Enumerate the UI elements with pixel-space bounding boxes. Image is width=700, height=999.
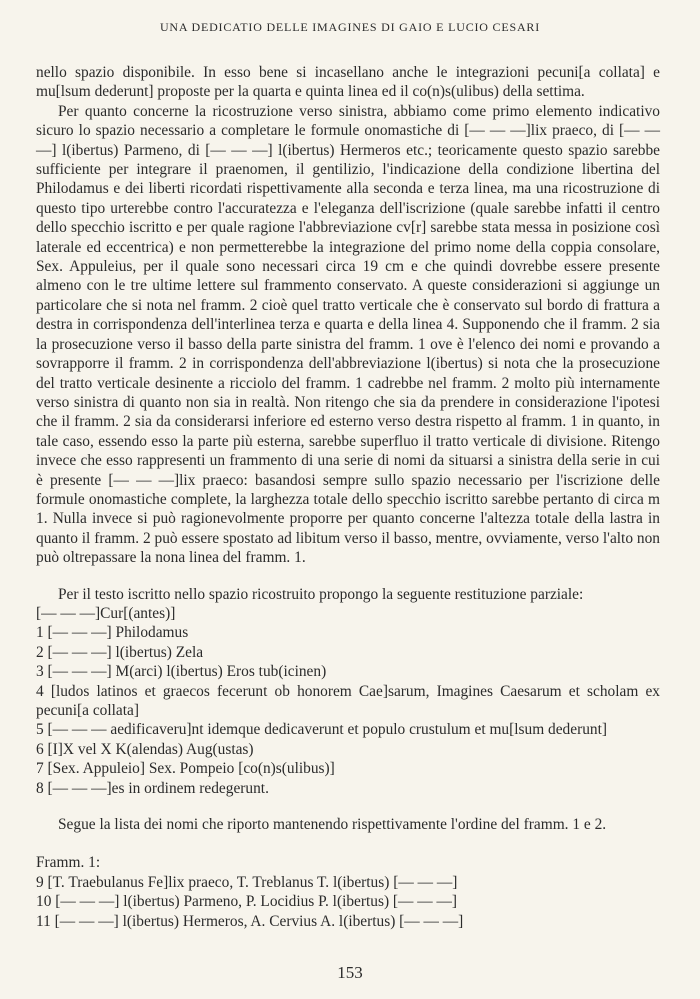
paragraph: nello spazio disponibile. In esso bene si incasellano anche le integrazioni pecuni[a collata] e mu[lsum dederunt] proposte per la quarta e quinta linea ed il co(n)s(ulibus) della settima. (36, 64, 660, 101)
inscription-line: 1 [— — —] Philodamus (36, 624, 189, 642)
inscription-line: 8 [— — —]es in ordinem redegerunt. (36, 779, 269, 797)
page-number: 153 (337, 963, 363, 982)
paragraph: Segue la lista dei nomi che riporto mantenendo rispettivamente l'ordine del framm. 1 e 2. (58, 816, 607, 834)
fragment-list (36, 873, 660, 931)
inscription-line: 5 [— — — aedificaveru]nt idemque dedicaverunt et populo crustulum et mu[lsum dederunt] (36, 721, 607, 739)
inscription-line: 7 [Sex. Appuleio] Sex. Pompeio [co(n)s(ulibus)] (36, 760, 335, 778)
running-head: UNA DEDICATIO DELLE IMAGINES DI GAIO E LUCIO CESARI (159, 20, 541, 34)
paragraph: Per il testo iscritto nello spazio ricostruito propongo la seguente restituzione parziale: (58, 585, 584, 603)
inscription-line: [— — —]Cur[(antes)] (36, 604, 176, 622)
inscription-line: 4 [ludos latinos et graecos fecerunt ob honorem Cae]sarum, Imagines Caesarum et scholam ex pecuni[a collata] (36, 682, 660, 719)
article-body (36, 63, 660, 931)
paragraph: Per quanto concerne la ricostruzione verso sinistra, abbiamo come primo elemento indicativo sicuro lo spazio necessario a completare le formule onomastiche di [— — —]lix praeco, di [— — —] l(ibertus) Parmeno, di [— — —] l(ibertus) Hermeros etc.; teoricamente questo spazio sarebbe sufficiente per integrare il praenomen, il gentilizio, l'indicazione della condizione libertina del Philodamus e dei liberti ricordati rispettivamente alla seconda e terza linea, ma una ricostruzione di questo tipo urterebbe contro l'accuratezza e l'eleganza dell'iscrizione (quale sarebbe infatti il centro dello specchio iscritto e per quale ragione l'abbreviazione cv[r] sarebbe stata messa in posizione così laterale ed eccentrica) e non permetterebbe la integrazione del primo nome della coppia consolare, Sex. Appuleius, per il quale sono necessari circa 19 cm e che quindi dovrebbe essere presente almeno con le tre ultime lettere sul frammento conservato. A queste considerazioni si aggiunge un particolare che si nota nel framm. 2 cioè quel tratto verticale che è conservato sul bordo di frattura a destra in corrispondenza dell'interlinea terza e quarta e della linea 4. Supponendo che il framm. 2 sia la prosecuzione verso il basso della parte sinistra del framm. 1 ove è l'elenco dei nomi e provando a sovrapporre il framm. 2 in corrispondenza dell'abbreviazione l(ibertus) si nota che la prosecuzione del tratto verticale desinente a ricciolo del framm. 1 cadrebbe nel framm. 2 molto più internamente verso sinistra di quanto non sia in realtà. Non ritengo che sia da prendere in considerazione l'ipotesi che il framm. 2 sia da considerarsi inferiore ed esterno verso destra rispetto al framm. 1 in quanto, in tale caso, essendo esso la parte più esterna, sarebbe superfluo il tratto verticale di divisione. Ritengo invece che esso rappresenti un frammento di una serie di nomi da situarsi a sinistra della serie in cui è presente [— — —]lix praeco: basandosi sempre sullo spazio necessario per l'iscrizione delle formule onomastiche complete, la larghezza totale dello specchio iscritto sarebbe pertanto di circa m 1. Nulla invece si può ragionevolmente proporre per quanto concerne l'altezza totale della lastra in quanto il framm. 2 può essere spostato ad libitum verso il basso, mentre, ovviamente, verso l'alto non può oltrepassare la nona linea del framm. 1. (36, 102, 660, 567)
inscription-line: 2 [— — —] l(ibertus) Zela (36, 643, 204, 661)
fragment-line: 9 [T. Traebulanus Fe]lix praeco, T. Treblanus T. l(ibertus) [— — —] (36, 873, 458, 891)
fragment-line: 11 [— — —] l(ibertus) Hermeros, A. Cervius A. l(ibertus) [— — —] (36, 912, 464, 930)
fragment-line: 10 [— — —] l(ibertus) Parmeno, P. Locidius P. l(ibertus) [— — —] (36, 893, 458, 911)
inscription-text (36, 604, 660, 798)
inscription-line: 6 [I]X vel X K(alendas) Aug(ustas) (36, 740, 254, 758)
fragment-label: Framm. 1: (36, 854, 101, 872)
inscription-line: 3 [— — —] M(arci) l(ibertus) Eros tub(icinen) (36, 663, 327, 681)
